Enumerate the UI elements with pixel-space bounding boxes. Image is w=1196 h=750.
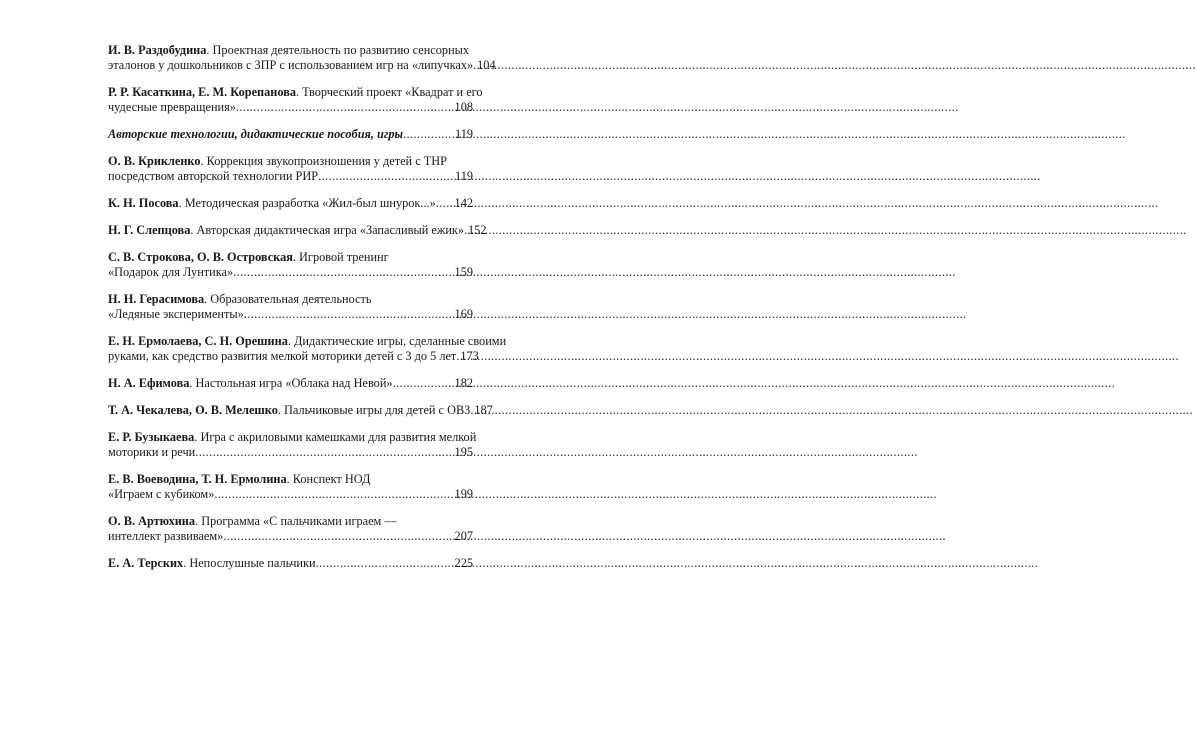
toc-line [108,292,473,307]
dot-leader [195,445,454,460]
entry-page: 187 [474,402,493,417]
dot-leader [214,487,454,502]
toc-entry [108,85,483,116]
entry-authors: О. В. Артюхина [108,513,196,528]
toc-entry [108,429,477,461]
entry-authors: О. В. Крикленко [108,153,201,168]
toc-line [108,487,473,502]
toc-entry [108,402,493,418]
entry-title-cont: «Играем с кубиком» [108,486,215,501]
toc-line [108,529,473,544]
entry-authors: Е. Р. Бузыкаева [108,429,195,444]
entry-authors: К. Н. Посова [108,196,179,211]
entry-title: . Авторская дидактическая игра «Запасливый ежик» [190,222,465,237]
toc-section-heading [108,127,473,142]
entry-title: . Непослушные пальчики [183,555,316,570]
entry-authors: Н. А. Ефимова [108,375,190,390]
entry-title-cont: «Ледяные эксперименты» [108,307,244,322]
toc-line [108,169,473,184]
entry-title-cont: чудесные превращения» [108,100,236,115]
entry-title-cont: руками, как средство развития мелкой моторики детей с 3 до 5 лет [108,349,457,364]
dot-leader [236,100,455,115]
toc-line [108,333,507,349]
toc-line [108,556,473,571]
entry-page: 142 [454,196,473,211]
toc-line [108,376,473,391]
entry-title: . Дидактические игры, сделанные своими [287,333,507,348]
entry-title: . Настольная игра «Облака над Невой» [189,375,393,390]
toc-line [108,222,487,238]
toc-entry [108,222,487,238]
entry-title: . Творческий проект «Квадрат и его [295,85,483,100]
toc-entry [108,43,496,74]
toc-line [108,349,479,364]
toc-line [108,196,473,211]
entry-page: 104 [477,58,496,73]
toc-line [108,100,473,115]
toc-line [108,85,483,100]
entry-title: . Коррекция звукопроизношения у детей с ТНР [200,153,447,168]
table-of-contents [108,43,507,583]
toc-entry [108,154,473,185]
toc-entry [108,196,473,211]
entry-page: 152 [468,222,487,237]
toc-entry [108,472,473,503]
entry-title-cont: посредством авторской технологии РИР [108,169,319,184]
toc-line [108,127,473,142]
entry-page: 199 [454,486,473,501]
entry-title-cont: «Подарок для Лунтика» [108,264,234,279]
dot-leader [403,127,455,142]
toc-entry [108,333,507,365]
entry-authors: Н. Г. Слепцова [108,222,191,237]
dot-leader [223,529,454,544]
toc-line [108,402,493,418]
entry-title: . Пальчиковые игры для детей с ОВЗ [277,402,471,417]
entry-page: 119 [455,127,473,142]
entry-title: . Игра с акриловыми камешками для развития мелкой [194,429,477,444]
entry-authors: Р. Р. Касаткина, Е. М. Корепанова [108,85,296,100]
entry-page: 195 [454,444,473,459]
toc-line [108,514,473,529]
toc-line [108,429,477,445]
entry-authors: И. В. Раздобудина [108,43,207,57]
entry-title-cont: эталонов у дошкольников с ЗПР с использованием игр на «липучках» [108,58,474,73]
toc-entry [108,556,473,571]
entry-page: 169 [454,307,473,322]
toc-line [108,445,473,460]
entry-title: . Проектная деятельность по развитию сенсорных [206,43,470,57]
entry-page: 119 [455,169,473,184]
dot-leader [316,556,455,571]
toc-line [108,154,473,169]
entry-page: 173 [460,349,479,364]
toc-line [108,43,473,58]
toc-line [108,250,473,265]
toc-entry [108,250,473,281]
entry-authors: Н. Н. Герасимова [108,291,205,306]
entry-title: . Программа «С пальчиками играем — [195,513,397,528]
dot-leader [393,376,455,391]
entry-page: 207 [454,529,473,544]
toc-line [108,58,496,73]
dot-leader [244,307,455,322]
toc-line [108,472,473,487]
dot-leader [318,169,455,184]
entry-title-cont: моторики и речи [108,444,196,459]
entry-authors: Т. А. Чекалева, О. В. Мелешко [108,402,278,417]
entry-title: . Конспект НОД [286,471,371,486]
dot-leader [233,265,454,280]
entry-title: . Образовательная деятельность [204,291,372,306]
dot-leader [436,196,455,211]
entry-page: 159 [454,264,473,279]
entry-authors: Е. А. Терских [108,555,184,570]
toc-entry [108,514,473,545]
entry-title: . Игровой тренинг [292,249,389,264]
section-title: Авторские технологии, дидактические пособия, игры [108,127,404,142]
entry-page: 182 [454,375,473,390]
toc-entry [108,292,473,323]
toc-entry [108,376,473,391]
entry-title-cont: интеллект развиваем» [108,529,224,544]
entry-authors: Е. В. Воеводина, Т. Н. Ермолина [108,471,287,486]
entry-page: 108 [454,100,473,115]
entry-authors: С. В. Строкова, О. В. Островская [108,249,293,264]
toc-line [108,307,473,322]
entry-authors: Е. Н. Ермолаева, С. Н. Орешина [108,333,288,348]
toc-line [108,265,473,280]
entry-page: 225 [454,555,473,570]
entry-title: . Методическая разработка «Жил-был шнурок...» [178,196,436,211]
